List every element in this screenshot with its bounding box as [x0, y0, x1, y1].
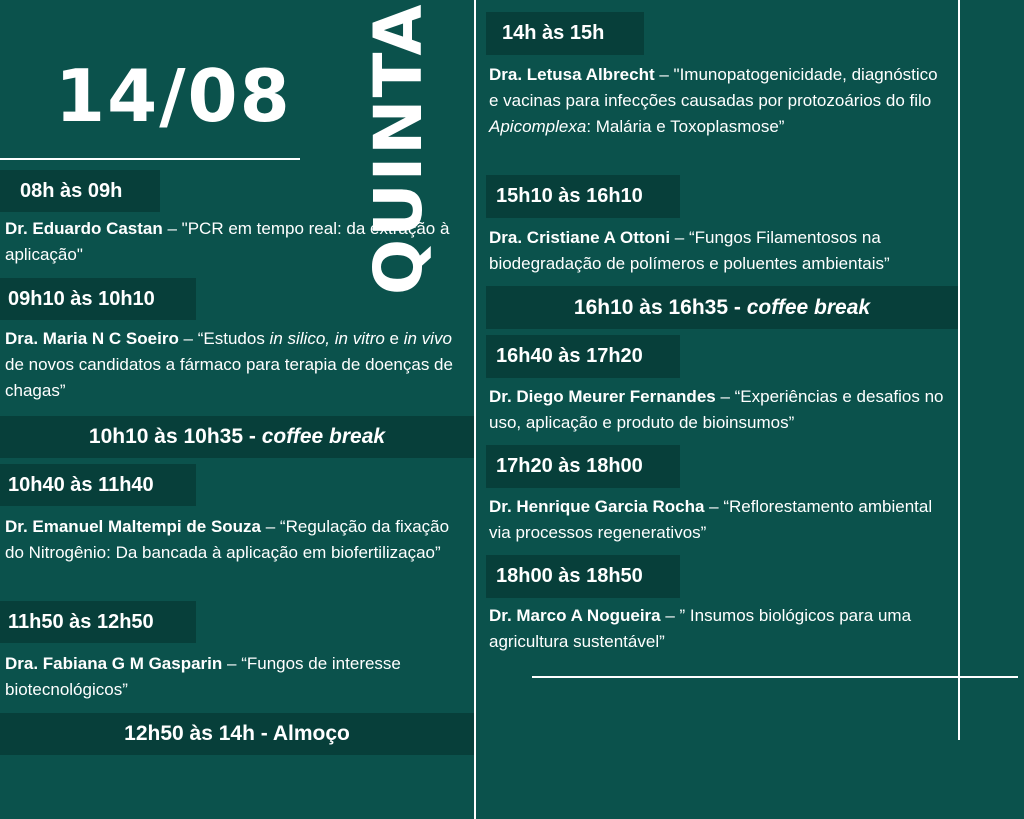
speaker-name: Dra. Maria N C Soeiro	[5, 329, 179, 348]
time-label: 15h10 às 16h10	[496, 185, 643, 207]
time-label: 16h40 às 17h20	[496, 345, 643, 367]
break-time: 10h10 às 10h35 -	[88, 425, 256, 448]
talk-fernandes: Dr. Diego Meurer Fernandes – “Experiências e desafios no uso, aplicação e produto de bioinsumos”	[489, 387, 944, 432]
time-slot-15h10	[486, 175, 680, 218]
footer-divider	[532, 676, 1018, 678]
talk-title: "PCR em tempo real: da extração à aplicação"	[5, 219, 450, 264]
talk-title: “Fungos Filamentosos na biodegradação de polímeros e poluentes ambientais”	[489, 228, 890, 273]
speaker-name: Dr. Diego Meurer Fernandes	[489, 387, 716, 406]
break-label: coffee break	[261, 425, 386, 448]
column-divider	[474, 0, 476, 819]
talk-title: “Reflorestamento ambiental via processos regenerativos”	[489, 497, 933, 542]
talk-title: “Fungos de interesse biotecnológicos”	[5, 654, 401, 699]
talk-souza: Dr. Emanuel Maltempi de Souza – “Regulação da fixação do Nitrogênio: Da bancada à aplicação em biofertilizaçao”	[5, 517, 450, 562]
header-divider	[0, 158, 300, 160]
speaker-name: Dr. Eduardo Castan	[5, 219, 163, 238]
time-label: 08h às 09h	[20, 179, 123, 202]
speaker-name: Dra. Letusa Albrecht	[489, 65, 655, 84]
right-border-line	[958, 0, 960, 740]
time-slot-09h10	[0, 278, 196, 320]
time-label: 10h40 às 11h40	[8, 473, 154, 496]
talk-title: “Regulação da fixação do Nitrogênio: Da bancada à aplicação em biofertilizaçao”	[5, 517, 450, 562]
speaker-name: Dra. Cristiane A Ottoni	[489, 228, 671, 247]
coffee-break-afternoon	[486, 286, 958, 329]
time-slot-14h	[486, 12, 644, 55]
lunch-label: 12h50 às 14h - Almoço	[124, 722, 350, 745]
lunch-break	[0, 713, 474, 755]
talk-soeiro: Dra. Maria N C Soeiro – “Estudos in silico, in vitro e in vivo de novos candidatos a fármaco para terapia de doenças de chagas”	[5, 329, 453, 400]
weekday-heading: QUINTA	[360, 2, 437, 295]
time-slot-18h00	[486, 555, 680, 598]
speaker-name: Dr. Marco A Nogueira	[489, 606, 661, 625]
break-time: 16h10 às 16h35 -	[573, 295, 741, 319]
coffee-break-morning	[0, 416, 474, 458]
time-slot-17h20	[486, 445, 680, 488]
talk-rocha: Dr. Henrique Garcia Rocha – “Reflorestamento ambiental via processos regenerativos”	[489, 497, 933, 542]
time-slot-10h40	[0, 464, 196, 506]
break-label: coffee break	[746, 295, 871, 319]
time-slot-16h40	[486, 335, 680, 378]
time-slot-11h50	[0, 601, 196, 643]
talk-title: ” Insumos biológicos para uma agricultura sustentável”	[489, 606, 912, 651]
time-label: 18h00 às 18h50	[496, 565, 643, 587]
talk-gasparin: Dra. Fabiana G M Gasparin – “Fungos de interesse biotecnológicos”	[5, 654, 401, 699]
talk-albrecht: Dra. Letusa Albrecht – "Imunopatogenicidade, diagnóstico e vacinas para infecções causadas por protozoários do filo Apicomplexa: Malária e Toxoplasmose”	[489, 65, 938, 136]
date-heading: 14/08	[55, 54, 292, 138]
talk-ottoni: Dra. Cristiane A Ottoni – “Fungos Filamentosos na biodegradação de polímeros e poluentes ambientais”	[489, 228, 890, 273]
talk-nogueira: Dr. Marco A Nogueira – ” Insumos biológicos para uma agricultura sustentável”	[489, 606, 912, 651]
talk-title: “Experiências e desafios no uso, aplicação e produto de bioinsumos”	[489, 387, 944, 432]
speaker-name: Dr. Henrique Garcia Rocha	[489, 497, 705, 516]
time-label: 11h50 às 12h50	[8, 610, 154, 633]
time-label: 14h às 15h	[502, 22, 605, 44]
time-label: 09h10 às 10h10	[8, 287, 155, 310]
time-slot-08h	[0, 170, 160, 212]
time-label: 17h20 às 18h00	[496, 455, 643, 477]
speaker-name: Dr. Emanuel Maltempi de Souza	[5, 517, 262, 536]
talk-castan: Dr. Eduardo Castan – "PCR em tempo real: da extração à aplicação"	[5, 219, 450, 264]
speaker-name: Dra. Fabiana G M Gasparin	[5, 654, 223, 673]
